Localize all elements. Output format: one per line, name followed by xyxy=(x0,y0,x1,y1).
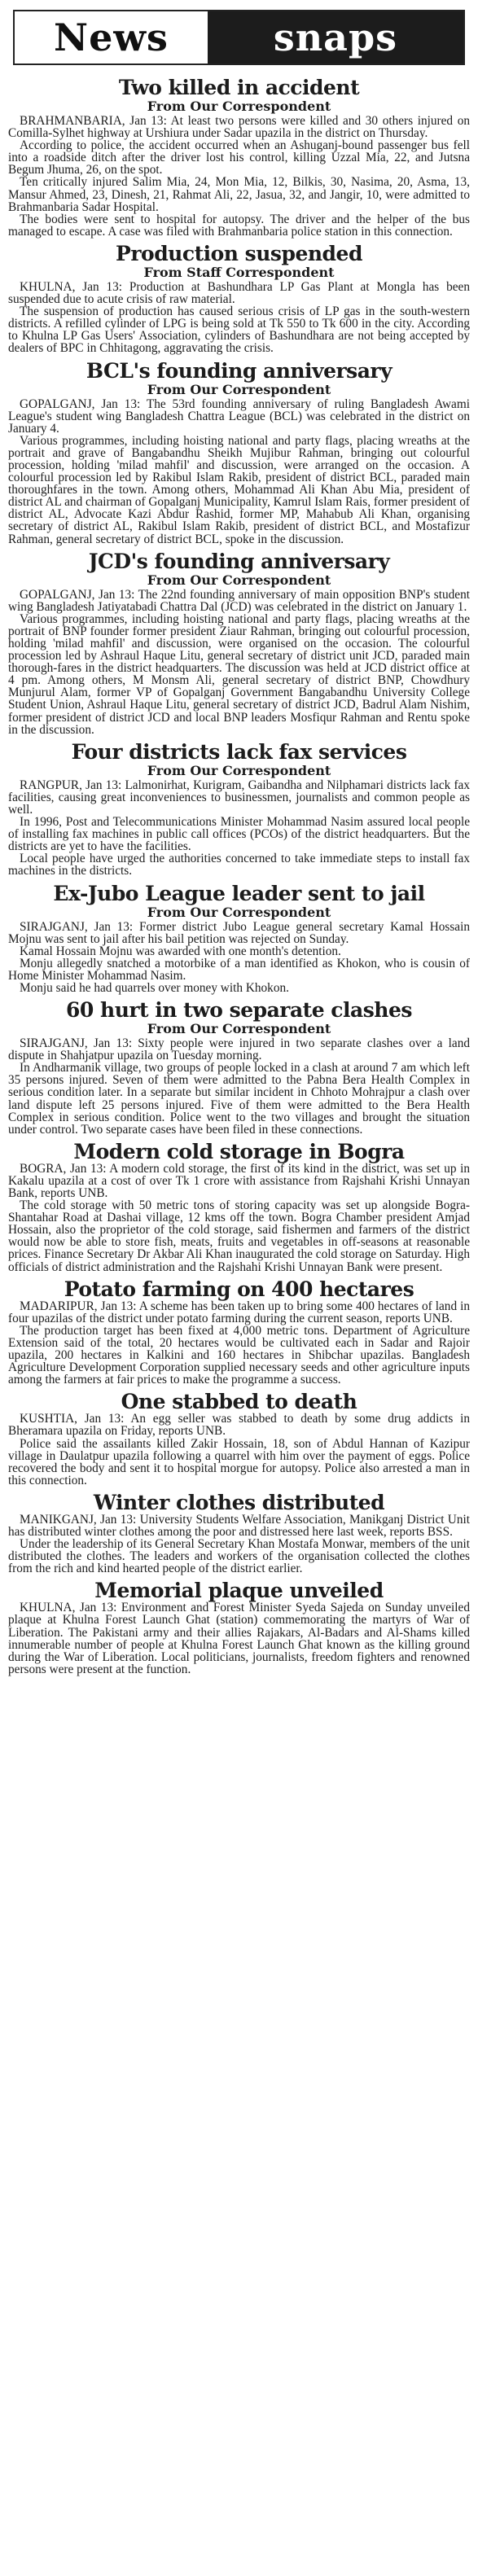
news-story xyxy=(8,77,470,238)
story-headline: Modern cold storage in Bogra xyxy=(73,1139,405,1163)
story-paragraph: SIRAJGANJ, Jan 13: Sixty people were injured in two separate clashes over a land dispute in Shahjatpur upazila on Tuesday morning. xyxy=(8,1036,470,1063)
story-paragraph: Monju allegedly snatched a motorbike of a man identified as Khokon, who is cousin of Home Minister Mohammad Nasim. xyxy=(8,956,470,983)
masthead-left xyxy=(15,11,208,64)
news-story xyxy=(8,360,470,545)
story-paragraph: Police said the assailants killed Zakir Hossain, 18, son of Abdul Hannan of Kazipur village in Daulatpur upazila following a quarrel with him over the payment of eggs. Police recovered the body and sent it to hospital morgue for autopsy. Police also arrested a man in this connection. xyxy=(8,1436,470,1487)
story-paragraph: MADARIPUR, Jan 13: A scheme has been taken up to bring some 400 hectares of land in four upazilas of the district under potato farming during the current season, reports UNB. xyxy=(8,1299,470,1325)
story-paragraph: SIRAJGANJ, Jan 13: Former district Jubo League general secretary Kamal Hossain Mojnu was sent to jail after his bail petition was rejected on Sunday. xyxy=(8,919,470,946)
news-story xyxy=(8,1579,470,1676)
story-headline: 60 hurt in two separate clashes xyxy=(66,998,412,1023)
story-paragraph: The bodies were sent to hospital for autopsy. The driver and the helper of the bus managed to escape. A case was filed with Brahmanbaria police station in this connection. xyxy=(8,212,470,239)
story-paragraph: KHULNA, Jan 13: Production at Bashundhara LP Gas Plant at Mongla has been suspended due to acute crisis of raw material. xyxy=(8,279,470,307)
story-byline: From Our Correspondent xyxy=(147,904,331,920)
news-story xyxy=(8,999,470,1136)
story-paragraph: Various programmes, including hoisting national and party flags, placing wreaths at the portrait of BNP founder former president Ziaur Rahman, bringing out colourful procession, holding 'milad mahfil' and discussion, were organised on the occasion. The colourful procession led by Ashraul Haque Litu, general secretary of district unit JCD, paraded main thorough-fares in the district headquarters. The discussion was held at JCD district office at 4 pm. Among others, M Monsm Ali, general secretary of district BNP, Chowdhury Munjurul Alam, former VP of Gopalganj Government Bangabandhu University College Student Union, Ashraul Haque Litu, general secretary of district JCD, Badrul Alam Nishim, former president of district JCD and local BNP leaders Mosfiqur Rahman and Rentu spoke in the discussion. xyxy=(8,611,470,737)
story-headline: JCD's founding anniversary xyxy=(88,549,390,573)
stories-column xyxy=(8,77,470,1676)
story-paragraph: Various programmes, including hoisting national and party flags, placing wreaths at the portrait and grave of Bangabandhu Sheikh Mujibur Rahman, bringing out colourful procession, holding 'milad mahfil' and discussion, were arranged on the occasion. A colourful procession led by Rakibul Islam Rakib, president of district BCL, paraded main thoroughfares in the town. Among others, Mohammad Ali Khan Abu Mia, president of district AL and chairman of Gopalganj Municipality, Kamrul Islam Rais, former president of district AL, Advocate Kazi Abdur Rashid, former MP, Mahabub Ali Khan, organising secretary of district AL, Rakibul Islam Rakib, president of district BCL, and Mostafizur Rahman, general secretary of district BCL, spoke in the discussion. xyxy=(8,433,470,546)
story-byline: From Our Correspondent xyxy=(147,762,331,778)
story-headline: Memorial plaque unveiled xyxy=(94,1579,384,1603)
story-headline: Ex-Jubo League leader sent to jail xyxy=(53,881,425,905)
story-paragraph: Under the leadership of its General Secretary Khan Mostafa Monwar, members of the unit distributed the clothes. The leaders and workers of the organisation collected the clothes from the rich and kind hearted people of the district earlier. xyxy=(8,1537,470,1576)
story-byline: From Our Correspondent xyxy=(147,572,331,588)
story-paragraph: KHULNA, Jan 13: Environment and Forest Minister Syeda Sajeda on Sunday unveiled plaque at Khulna Forest Launch Ghat (station) commemorating the martyrs of War of Liberation. The Pakistani army and their allies Rajakars, Al-Badars and Al-Shams killed innumerable number of people at Khulna Forest Launch Ghat known as the killing ground during the War of Liberation. Local politicians, journalists, freedom fighters and renowned persons were present at the function. xyxy=(8,1601,470,1676)
story-headline: Potato farming on 400 hectares xyxy=(64,1277,414,1301)
story-headline: Production suspended xyxy=(116,241,362,265)
story-paragraph: According to police, the accident occurred when an Ashuganj-bound passenger bus fell into a roadside ditch after the driver lost his control, killing Uzzal Mia, 22, and Jutsna Begum Jhuma, 26, on the spot. xyxy=(8,138,470,177)
story-paragraph: Kamal Hossain Mojnu was awarded with one month's detention. xyxy=(20,944,341,958)
story-byline: From Staff Correspondent xyxy=(143,264,335,280)
story-paragraph: The suspension of production has caused serious crisis of LP gas in the south-western districts. A refilled cylinder of LPG is being sold at Tk 550 to Tk 600 in the city. According to Khulna LP Gas Users' Association, cylinders of Bashundhara are not being accepted by dealers of BPC in Chhitagong, aggravating the crisis. xyxy=(8,304,470,356)
story-headline: Winter clothes distributed xyxy=(93,1490,385,1514)
story-byline: From Our Correspondent xyxy=(147,381,331,397)
masthead-title-news: News xyxy=(54,15,169,59)
story-paragraph: BRAHMANBARIA, Jan 13: At least two persons were killed and 30 others injured on Comilla-Sylhet highway at Urshiura under Sadar upazila in the district on Thursday. xyxy=(8,114,470,141)
news-story xyxy=(8,1278,470,1387)
story-paragraph: RANGPUR, Jan 13: Lalmonirhat, Kurigram, Gaibandha and Nilphamari districts lack fax facilities, causing great inconveniences to businessmen, journalists and common people as well. xyxy=(8,778,470,817)
story-paragraph: MANIKGANJ, Jan 13: University Students Welfare Association, Manikganj District Unit has distributed winter clothes among the poor and distressed here last week, reports BSS. xyxy=(8,1512,470,1539)
story-paragraph: The production target has been fixed at 4,000 metric tons. Department of Agriculture Extension said of the total, 20 hectares would be cultivated each in Sadar and Rajoir upazila, 200 hectares in Kalkini and 160 hectares in Shibchar upazilas. Bangladesh Agriculture Development Corporation supplied necessary seeds and other agriculture inputs among the farmers at fair prices to make the programme a success. xyxy=(8,1323,470,1387)
story-headline: BCL's founding anniversary xyxy=(86,358,392,383)
story-headline: Two killed in accident xyxy=(118,76,360,99)
news-story xyxy=(8,550,470,736)
news-story xyxy=(8,1492,470,1575)
news-story xyxy=(8,883,470,995)
story-paragraph: The cold storage with 50 metric tons of storing capacity was set up alongside Bogra-Shantahar Road at Dashai village, 12 kms off the town. Bogra Chamber president Amjad Hossain, also the proprietor of the cold storage, said fishermen and farmers of the district would now be able to store fish, meats, fruits and vegetables in off-seasons at reasonable prices. Finance Secretary Dr Akbar Ali Khan inaugurated the cold storage on Saturday. High officials of district administration and the Rajshahi Krishi Unnayan Bank were present. xyxy=(8,1198,470,1274)
masthead-right xyxy=(208,11,463,64)
story-headline: Four districts lack fax services xyxy=(71,739,407,764)
story-byline: From Our Correspondent xyxy=(147,1021,331,1037)
story-paragraph: In 1996, Post and Telecommunications Minister Mohammad Nasim assured local people of installing fax machines in public call offices (PCOs) of the district headquarters. But the districts are yet to have the facilities. xyxy=(8,815,470,854)
news-story xyxy=(8,243,470,355)
story-headline: One stabbed to death xyxy=(121,1390,357,1414)
news-story xyxy=(8,1391,470,1487)
masthead-title-snaps: snaps xyxy=(273,15,398,59)
masthead xyxy=(13,10,465,65)
news-story xyxy=(8,1141,470,1273)
story-paragraph: GOPALGANJ, Jan 13: The 22nd founding anniversary of main opposition BNP's student wing Bangladesh Jatiyatabadi Chattra Dal (JCD) was celebrated in the district on January 1. xyxy=(8,587,470,614)
news-story xyxy=(8,741,470,878)
story-paragraph: KUSHTIA, Jan 13: An egg seller was stabbed to death by some drug addicts in Bheramara upazila on Friday, reports UNB. xyxy=(8,1412,470,1439)
story-paragraph: GOPALGANJ, Jan 13: The 53rd founding anniversary of ruling Bangladesh Awami League's student wing Bangladesh Chattra League (BCL) was celebrated in the district on January 4. xyxy=(8,396,470,436)
story-paragraph: Ten critically injured Salim Mia, 24, Mon Mia, 12, Bilkis, 30, Nasima, 20, Asma, 13, Mansur Ahmed, 23, Dinesh, 21, Rahmat Ali, 22, Jasua, 32, and Jangir, 10, were admitted to Brahmanbaria Sadar Hospital. xyxy=(8,175,470,214)
story-paragraph: In Andharmanik village, two groups of people locked in a clash at around 7 am which left 35 persons injured. Seven of them were admitted to the Pabna Bera Health Complex in serious condition later. In a separate but similar incident in Chhoto Mohrajpur a clash over land dispute left 25 persons injured. Five of them were admitted to the Bera Health Complex in serious condition. Police went to the two villages and brought the situation under control. Two separate cases have been filed in these connections. xyxy=(8,1061,470,1137)
story-paragraph: Local people have urged the authorities concerned to take immediate steps to install fax machines in the districts. xyxy=(8,852,470,878)
story-paragraph: BOGRA, Jan 13: A modern cold storage, the first of its kind in the district, was set up in Kakalu upazila at a cost of over Tk 1 crore with assistance from Rajshahi Krishi Unnayan Bank, reports UNB. xyxy=(8,1161,470,1200)
story-paragraph: Monju said he had quarrels over money with Khokon. xyxy=(20,980,289,995)
story-byline: From Our Correspondent xyxy=(147,99,331,114)
